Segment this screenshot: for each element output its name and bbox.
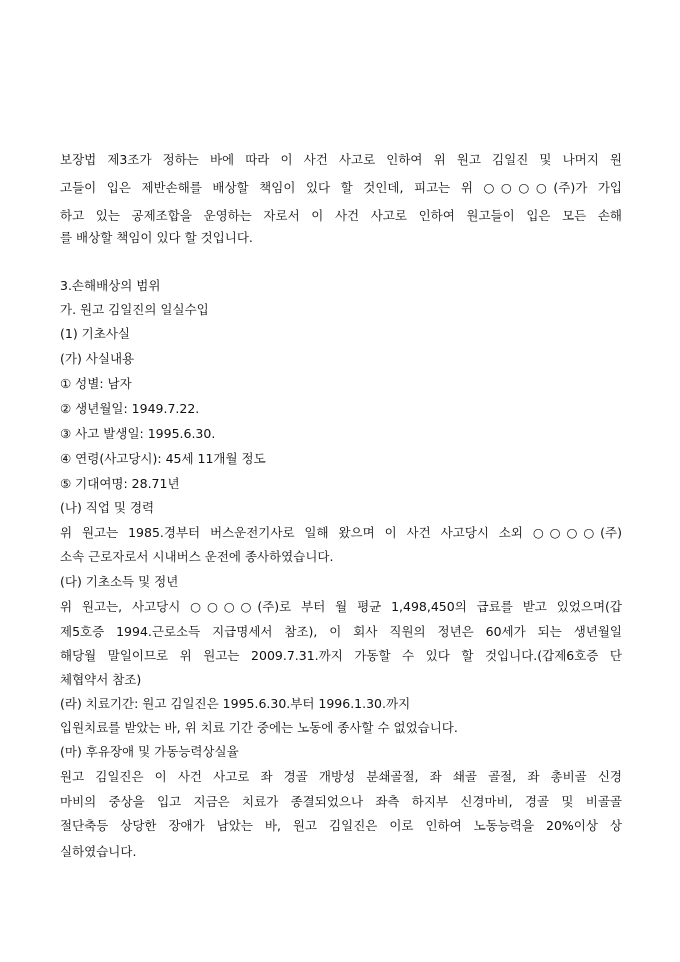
paragraph-line: 소속 근로자로서 시내버스 운전에 종사하였습니다. (60, 549, 334, 564)
subsection-heading: 가. 원고 김일진의 일실수입 (60, 302, 209, 317)
fact-item: ① 성별: 남자 (60, 376, 132, 391)
paragraph-line: 마비의 중상을 입고 지금은 치료가 종결되었으나 좌측 하지부 신경마비, 경골 및 비골골 (60, 794, 622, 809)
fact-item: ② 생년월일: 1949.7.22. (60, 401, 200, 416)
item-heading: (1) 기초사실 (60, 326, 130, 341)
paragraph-line: 절단축등 상당한 장애가 남았는 바, 원고 김일진은 이로 인하여 노동능력을 20%이상 상 (60, 818, 622, 833)
item-heading: (가) 사실내용 (60, 351, 135, 366)
fact-item: ④ 연령(사고당시): 45세 11개월 정도 (60, 451, 266, 466)
item-heading: (다) 기초소득 및 정년 (60, 574, 179, 589)
paragraph-line: 원고 김일진은 이 사건 사고로 좌 경골 개방성 분쇄골절, 좌 쇄골 골절, 좌 총비골 신경 (60, 769, 622, 784)
fact-item: ⑤ 기대여명: 28.71년 (60, 476, 180, 491)
section-heading: 3.손해배상의 범위 (60, 278, 161, 293)
paragraph-line: 위 원고는 1985.경부터 버스운전기사로 일해 왔으며 이 사건 사고당시 소외 ○○○○(주) (60, 525, 622, 540)
paragraph-line: 해당월 말일이므로 위 원고는 2009.7.31.까지 가동할 수 있다 할 것입니다.(갑제6호증 단 (60, 648, 622, 663)
paragraph-line: 하고 있는 공제조합을 운영하는 자로서 이 사건 사고로 인하여 원고들이 입은 모든 손해 (60, 208, 622, 223)
paragraph-line: 체협약서 참조) (60, 672, 142, 687)
paragraph-line: 입원치료를 받았는 바, 위 치료 기간 중에는 노동에 종사할 수 없었습니다. (60, 720, 458, 735)
paragraph-line: 고들이 입은 제반손해를 배상할 책임이 있다 할 것인데, 피고는 위 ○○○○(주)가 가입 (60, 180, 622, 195)
fact-item: ③ 사고 발생일: 1995.6.30. (60, 426, 216, 441)
item-heading: (나) 직업 및 경력 (60, 500, 155, 515)
paragraph-line: 실하였습니다. (60, 844, 137, 859)
paragraph-line: 제5호증 1994.근로소득 지급명세서 참조), 이 회사 직원의 정년은 60세가 되는 생년월일 (60, 624, 622, 639)
paragraph-line: 를 배상할 책임이 있다 할 것입니다. (60, 230, 253, 245)
paragraph-line: 보장법 제3조가 정하는 바에 따라 이 사건 사고로 인하여 위 원고 김일진 및 나머지 원 (60, 152, 622, 167)
item-heading: (라) 치료기간: 원고 김일진은 1995.6.30.부터 1996.1.30.까지 (60, 696, 411, 711)
paragraph-line: 위 원고는, 사고당시 ○○○○(주)로 부터 월 평균 1,498,450의 급료를 받고 있었으며(갑 (60, 599, 622, 614)
item-heading: (마) 후유장애 및 가동능력상실율 (60, 744, 239, 759)
